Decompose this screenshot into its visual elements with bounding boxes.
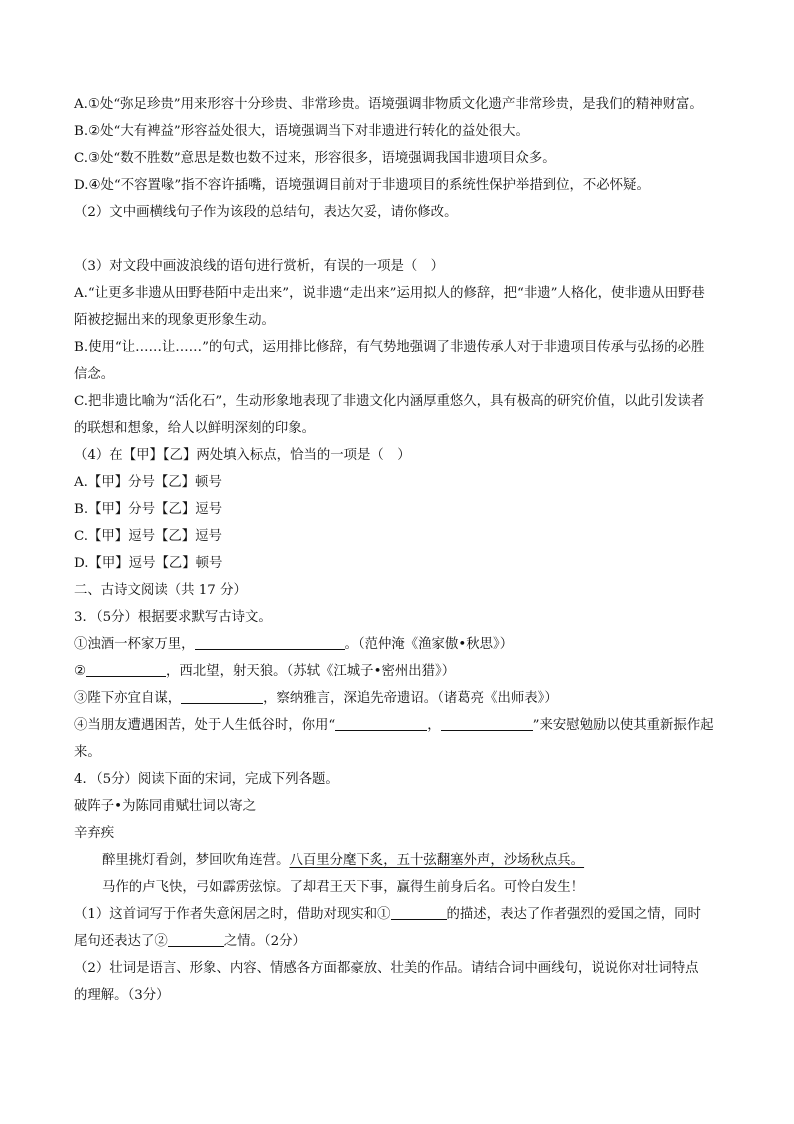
option-d: D.④处“不容置喙”指不容许插嘴，语境强调目前对于非遗项目的系统性保护举措到位，不必怀疑。 — [74, 178, 650, 193]
q3-option-b-line2: 信念。 — [74, 367, 115, 382]
recite-4-suffix: ”来安慰勉励以使其重新振作起 — [532, 718, 714, 733]
s4-q1-text-d: 之情。（2分） — [223, 934, 306, 949]
section4-stem: 4．（5分）阅读下面的宋词，完成下列各题。 — [74, 772, 339, 787]
poem-line-1a: 醉里挑灯看剑，梦回吹角连营。 — [102, 853, 290, 868]
fill-blank[interactable] — [335, 715, 427, 731]
recite-line-4-end: 来。 — [74, 745, 101, 760]
recite-3-prefix: ③陛下亦宜自谋， — [74, 691, 182, 706]
s4-question-2-line2: 的理解。（3分） — [74, 988, 170, 1003]
poem-title: 破阵子•为陈同甫赋壮词以寄之 — [74, 799, 256, 814]
recite-line-3 — [74, 685, 734, 712]
option-b: B.②处“大有裨益”形容益处很大，语境强调当下对非遗进行转化的益处很大。 — [74, 124, 529, 139]
recite-2-suffix: ，西北望，射天狼。（苏轼《江城子•密州出猎》） — [166, 664, 456, 679]
fill-blank[interactable] — [181, 688, 263, 704]
s4-q1-text-c: 尾句还表达了② — [74, 934, 168, 949]
s4-question-1-line1 — [74, 901, 734, 928]
recite-line-2 — [74, 658, 734, 685]
recite-1-suffix: 。（范仲淹《渔家傲•秋思》） — [344, 637, 514, 652]
question-4-stem: （4）在【甲】【乙】两处填入标点，恰当的一项是（ ） — [74, 448, 411, 463]
fill-blank[interactable] — [168, 931, 224, 947]
q4-option-a: A.【甲】分号【乙】顿号 — [74, 475, 222, 490]
poem-stanza-2: 马作的卢飞快，弓如霹雳弦惊。了却君王天下事，赢得生前身后名。可怜白发生！ — [102, 880, 585, 895]
s4-question-2-line1: （2）壮词是语言、形象、内容、情感各方面都豪放、壮美的作品。请结合词中画线句，说说你对壮词特点 — [74, 961, 699, 976]
q4-option-c: C.【甲】逗号【乙】逗号 — [74, 529, 222, 544]
s4-question-1-line2 — [74, 928, 734, 955]
q4-option-d: D.【甲】逗号【乙】顿号 — [74, 556, 223, 571]
fill-blank[interactable] — [391, 904, 447, 920]
q3-option-a-line2: 陌被挖掘出来的现象更形象生动。 — [74, 313, 275, 328]
question-3-stem: （3）对文段中画波浪线的语句进行赏析，有误的一项是（ ） — [74, 259, 445, 274]
recite-line-1 — [74, 631, 734, 658]
option-c: C.③处“数不胜数”意思是数也数不过来，形容很多，语境强调我国非遗项目众多。 — [74, 151, 556, 166]
recite-4-mid: ， — [427, 718, 441, 733]
section3-stem: 3．（5分）根据要求默写古诗文。 — [74, 610, 272, 625]
fill-blank[interactable] — [86, 661, 166, 677]
poem-stanza-1 — [74, 847, 734, 874]
recite-4-prefix: ④当朋友遭遇困苦，处于人生低谷时，你用“ — [74, 718, 336, 733]
q4-option-b: B.【甲】分号【乙】逗号 — [74, 502, 223, 517]
option-a: A.①处“弥足珍贵”用来形容十分珍贵、非常珍贵。语境强调非物质文化遗产非常珍贵，是我们的精神财富。 — [74, 97, 703, 112]
recite-1-prefix: ①浊酒一杯家万里， — [74, 637, 195, 652]
q3-option-b-line1: B.使用“让……让……”的句式，运用排比修辞，有气势地强调了非遗传承人对于非遗项目传承与弘扬的必胜 — [74, 340, 705, 355]
section-heading: 二、古诗文阅读（共 17 分） — [74, 583, 247, 598]
poem-author: 辛弃疾 — [74, 826, 115, 841]
q3-option-c-line1: C.把非遗比喻为“活化石”，生动形象地表现了非遗文化内涵厚重悠久，具有极高的研究价值，以此引发读者 — [74, 394, 705, 409]
s4-q1-text-a: （1）这首词写于作者失意闲居之时，借助对现实和① — [74, 907, 391, 922]
question-2: （2）文中画横线句子作为该段的总结句，表达欠妥，请你修改。 — [74, 205, 458, 220]
answer-space — [74, 226, 734, 253]
s4-q1-text-b: 的描述，表达了作者强烈的爱国之情，同时 — [446, 907, 701, 922]
q3-option-c-line2: 的联想和想象，给人以鲜明深刻的印象。 — [74, 421, 316, 436]
fill-blank[interactable] — [195, 634, 345, 650]
recite-line-4 — [74, 712, 734, 739]
fill-blank[interactable] — [441, 715, 533, 731]
q3-option-a-line1: A.“让更多非遗从田野巷陌中走出来”，说非遗“走出来”运用拟人的修辞，把“非遗”人格化，使非遗从田野巷 — [74, 286, 705, 301]
document-page — [74, 91, 734, 1009]
poem-underlined-line: 八百里分麾下炙，五十弦翻塞外声，沙场秋点兵。 — [289, 853, 585, 868]
recite-2-prefix: ② — [74, 664, 87, 679]
recite-3-suffix: ，察纳雅言，深追先帝遗诏。（诸葛亮《出师表》） — [263, 691, 558, 706]
